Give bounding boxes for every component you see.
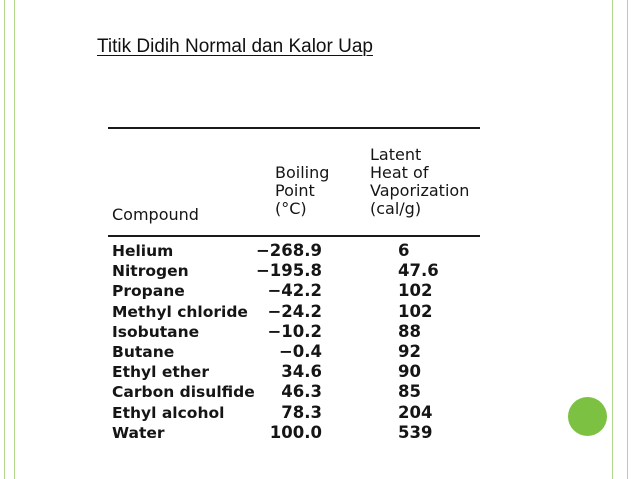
table-row — [108, 261, 480, 281]
table-header-rule — [108, 235, 480, 237]
cell-latent-heat: 88 — [398, 321, 421, 341]
table-row — [108, 281, 480, 301]
header-boiling-line: Boiling — [275, 163, 330, 182]
cell-compound: Nitrogen — [112, 262, 189, 281]
cell-boiling-point: −0.4 — [278, 341, 322, 361]
cell-boiling-point: −195.8 — [255, 261, 322, 281]
header-boiling-line: (°C) — [275, 199, 307, 218]
cell-compound: Ethyl alcohol — [112, 403, 225, 422]
green-circle-decoration — [568, 397, 607, 436]
cell-compound: Butane — [112, 342, 175, 361]
header-latent-heat — [370, 146, 469, 218]
cell-compound: Isobutane — [112, 322, 200, 341]
header-latent-line: Heat of — [370, 163, 429, 182]
table-row — [108, 241, 480, 261]
table-row — [108, 403, 480, 423]
table-row — [108, 362, 480, 382]
table-row — [108, 302, 480, 322]
cell-latent-heat: 47.6 — [398, 261, 439, 281]
cell-compound: Carbon disulfide — [112, 383, 255, 402]
cell-latent-heat: 102 — [398, 301, 433, 321]
cell-compound: Helium — [112, 242, 174, 260]
cell-latent-heat: 90 — [398, 362, 421, 382]
header-latent-line: (cal/g) — [370, 199, 422, 218]
table-row — [108, 423, 480, 443]
cell-compound: Water — [112, 423, 165, 442]
table-row — [108, 322, 480, 342]
cell-latent-heat: 85 — [398, 382, 421, 402]
cell-latent-heat: 204 — [398, 402, 433, 422]
cell-latent-heat: 6 — [398, 241, 410, 260]
cell-boiling-point: −24.2 — [267, 301, 322, 321]
cell-boiling-point: 100.0 — [269, 422, 322, 442]
cell-latent-heat: 539 — [398, 422, 433, 442]
header-boiling-line: Point — [275, 181, 315, 200]
header-latent-line: Vaporization — [370, 181, 470, 200]
right-frame-stripe — [612, 0, 628, 479]
header-boiling-point — [275, 164, 329, 218]
cell-latent-heat: 102 — [398, 281, 433, 301]
cell-boiling-point: −42.2 — [267, 281, 322, 301]
left-frame-stripe — [4, 0, 15, 479]
cell-boiling-point: −10.2 — [267, 321, 322, 341]
table-row — [108, 342, 480, 362]
cell-boiling-point: 46.3 — [281, 382, 322, 402]
cell-boiling-point: −268.9 — [255, 241, 322, 260]
table-body — [108, 241, 480, 443]
cell-boiling-point: 34.6 — [281, 362, 322, 382]
table-row — [108, 382, 480, 402]
slide-title: Titik Didih Normal dan Kalor Uap — [97, 36, 373, 57]
table-top-rule — [108, 127, 480, 129]
cell-compound: Ethyl ether — [112, 363, 209, 382]
cell-compound: Methyl chloride — [112, 302, 248, 321]
cell-compound: Propane — [112, 282, 185, 301]
header-latent-line: Latent — [370, 145, 422, 164]
header-compound: Compound — [112, 205, 199, 224]
cell-latent-heat: 92 — [398, 341, 421, 361]
data-table — [108, 118, 480, 446]
cell-boiling-point: 78.3 — [281, 402, 322, 422]
